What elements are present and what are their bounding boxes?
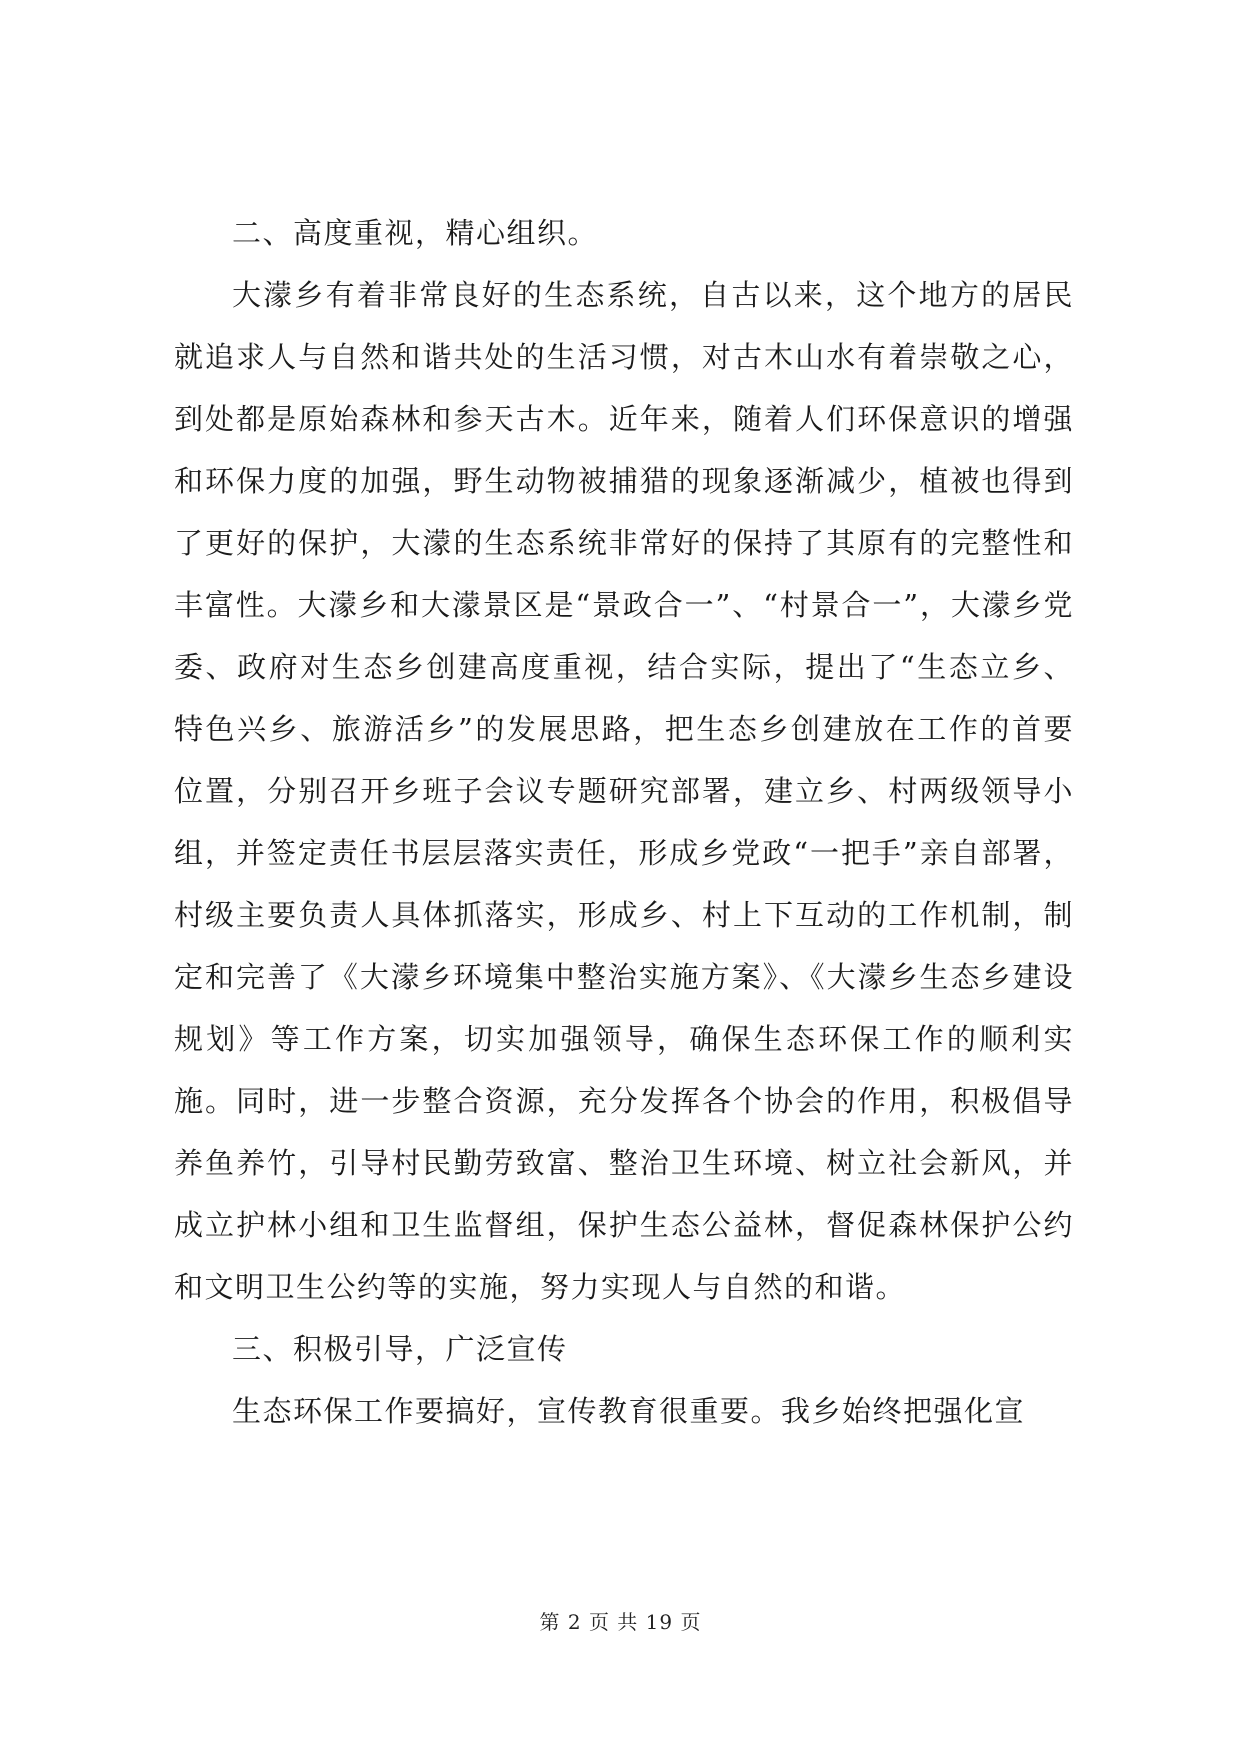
- page-footer: 第 2 页 共 19 页: [539, 1610, 702, 1634]
- section-heading-2: 二、高度重视，精心组织。: [232, 216, 599, 250]
- section-heading-3: 三、积极引导，广泛宣传: [232, 1332, 568, 1366]
- document-body: [174, 202, 1074, 1442]
- section-paragraph-2: 大濛乡有着非常良好的生态系统，自古以来，这个地方的居民就追求人与自然和谐共处的生活习惯，对古木山水有着崇敬之心，到处都是原始森林和参天古木。近年来，随着人们环保意识的增强和环保力度的加强，野生动物被捕猎的现象逐渐减少，植被也得到了更好的保护，大濛的生态系统非常好的保持了其原有的完整性和丰富性。大濛乡和大濛景区是“景政合一”、“村景合一”，大濛乡党委、政府对生态乡创建高度重视，结合实际，提出了“生态立乡、特色兴乡、旅游活乡”的发展思路，把生态乡创建放在工作的首要位置，分别召开乡班子会议专题研究部署，建立乡、村两级领导小组，并签定责任书层层落实责任，形成乡党政“一把手”亲自部署，村级主要负责人具体抓落实，形成乡、村上下互动的工作机制，制定和完善了《大濛乡环境集中整治实施方案》、《大濛乡生态乡建设规划》等工作方案，切实加强领导，确保生态环保工作的顺利实施。同时，进一步整合资源，充分发挥各个协会的作用，积极倡导养鱼养竹，引导村民勤劳致富、整治卫生环境、树立社会新风，并成立护林小组和卫生监督组，保护生态公益林，督促森林保护公约和文明卫生公约等的实施，努力实现人与自然的和谐。: [174, 278, 1074, 1304]
- section-paragraph-3: 生态环保工作要搞好，宣传教育很重要。我乡始终把强化宣: [232, 1394, 1026, 1428]
